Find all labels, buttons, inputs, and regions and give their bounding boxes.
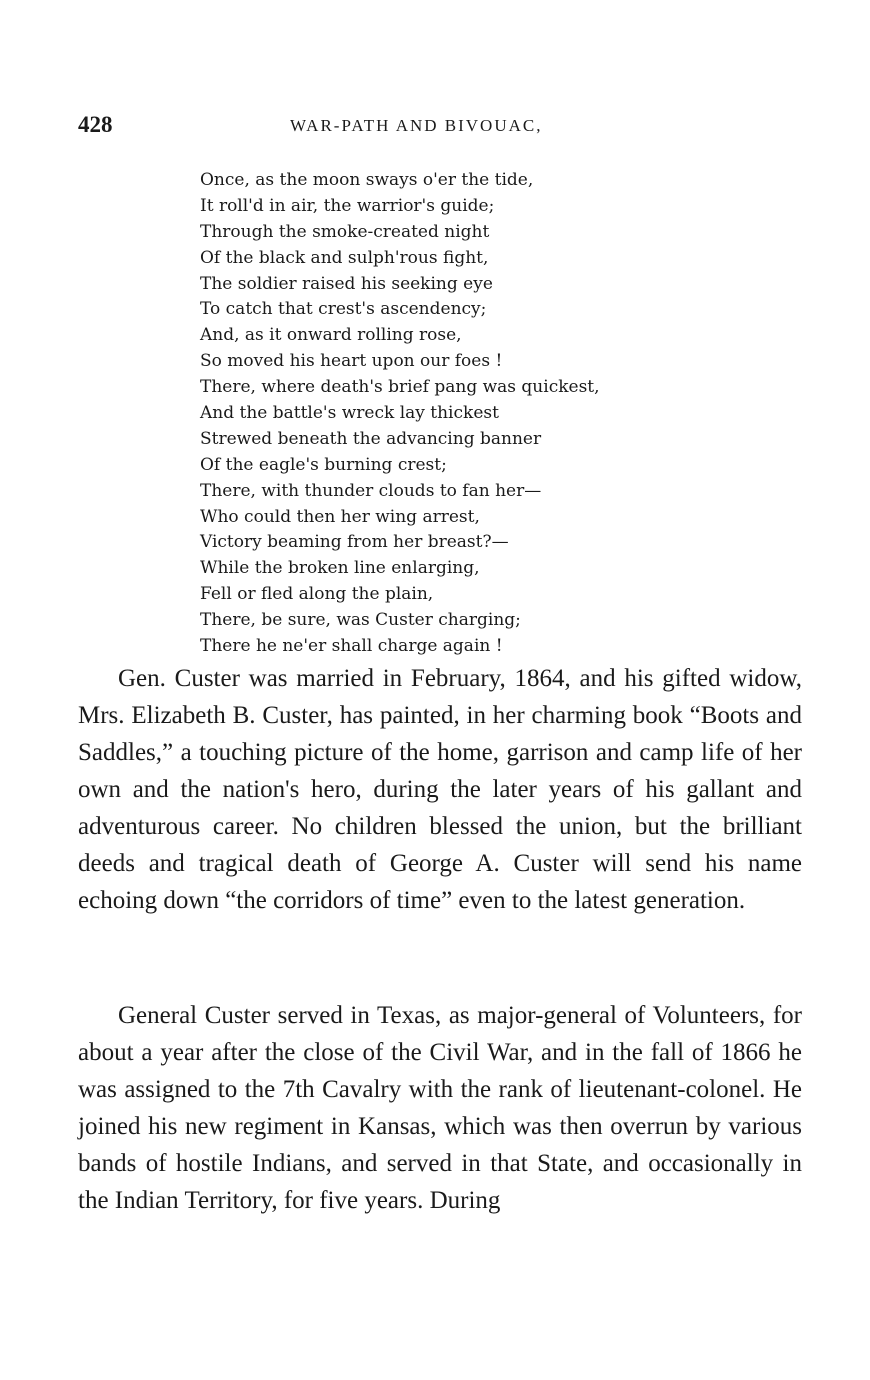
poem-line: There, with thunder clouds to fan her— <box>200 480 542 501</box>
poem-line: And, as it onward rolling rose, <box>200 325 462 346</box>
poem-line: There he ne'er shall charge again ! <box>200 636 503 657</box>
poem <box>200 168 720 660</box>
poem-line: And the battle's wreck lay thickest <box>200 403 499 424</box>
poem-line: Once, as the moon sways o'er the tide, <box>200 170 534 190</box>
running-title: WAR-PATH AND BIVOUAC, <box>290 116 543 135</box>
poem-line: So moved his heart upon our foes ! <box>200 351 503 372</box>
poem-line: Of the black and sulph'rous fight, <box>200 247 489 268</box>
page-header <box>78 112 798 142</box>
body-paragraph-2: General Custer served in Texas, as major-general of Volunteers, for about a year after the close of the Civil War, and in the fall of 1866 he was assigned to the 7th Cavalry with the rank of lieutenant-colonel. He joined his new regiment in Kansas, which was then overrun by various bands of hostile Indians, and served in that State, and occasionally in the Indian Territory, for five years. During <box>78 1002 802 1214</box>
poem-line: While the broken line enlarging, <box>200 558 480 579</box>
poem-line: There, be sure, was Custer charging; <box>200 610 521 631</box>
poem-line: It roll'd in air, the warrior's guide; <box>200 195 495 216</box>
body-paragraph-1: Gen. Custer was married in February, 1864, and his gifted widow, Mrs. Elizabeth B. Custer, has painted, in her charming book “Boots and Saddles,” a touching picture of the home, garrison and camp life of her own and the nation's hero, during the later years of his gallant and adventurous career. No children blessed the union, but the brilliant deeds and tragical death of George A. Custer will send his name echoing down “the corridors of time” even to the latest generation. <box>78 665 802 914</box>
poem-line: Through the smoke-created night <box>200 221 490 242</box>
poem-line: Strewed beneath the advancing banner <box>200 428 542 449</box>
poem-line: Who could then her wing arrest, <box>200 506 480 527</box>
poem-line: Victory beaming from her breast?— <box>200 532 509 553</box>
poem-line: To catch that crest's ascendency; <box>200 299 487 320</box>
poem-line: The soldier raised his seeking eye <box>200 273 493 294</box>
poem-line: Fell or fled along the plain, <box>200 584 434 605</box>
poem-line: There, where death's brief pang was quickest, <box>200 377 600 398</box>
page-number: 428 <box>78 112 113 137</box>
poem-line: Of the eagle's burning crest; <box>200 454 447 475</box>
